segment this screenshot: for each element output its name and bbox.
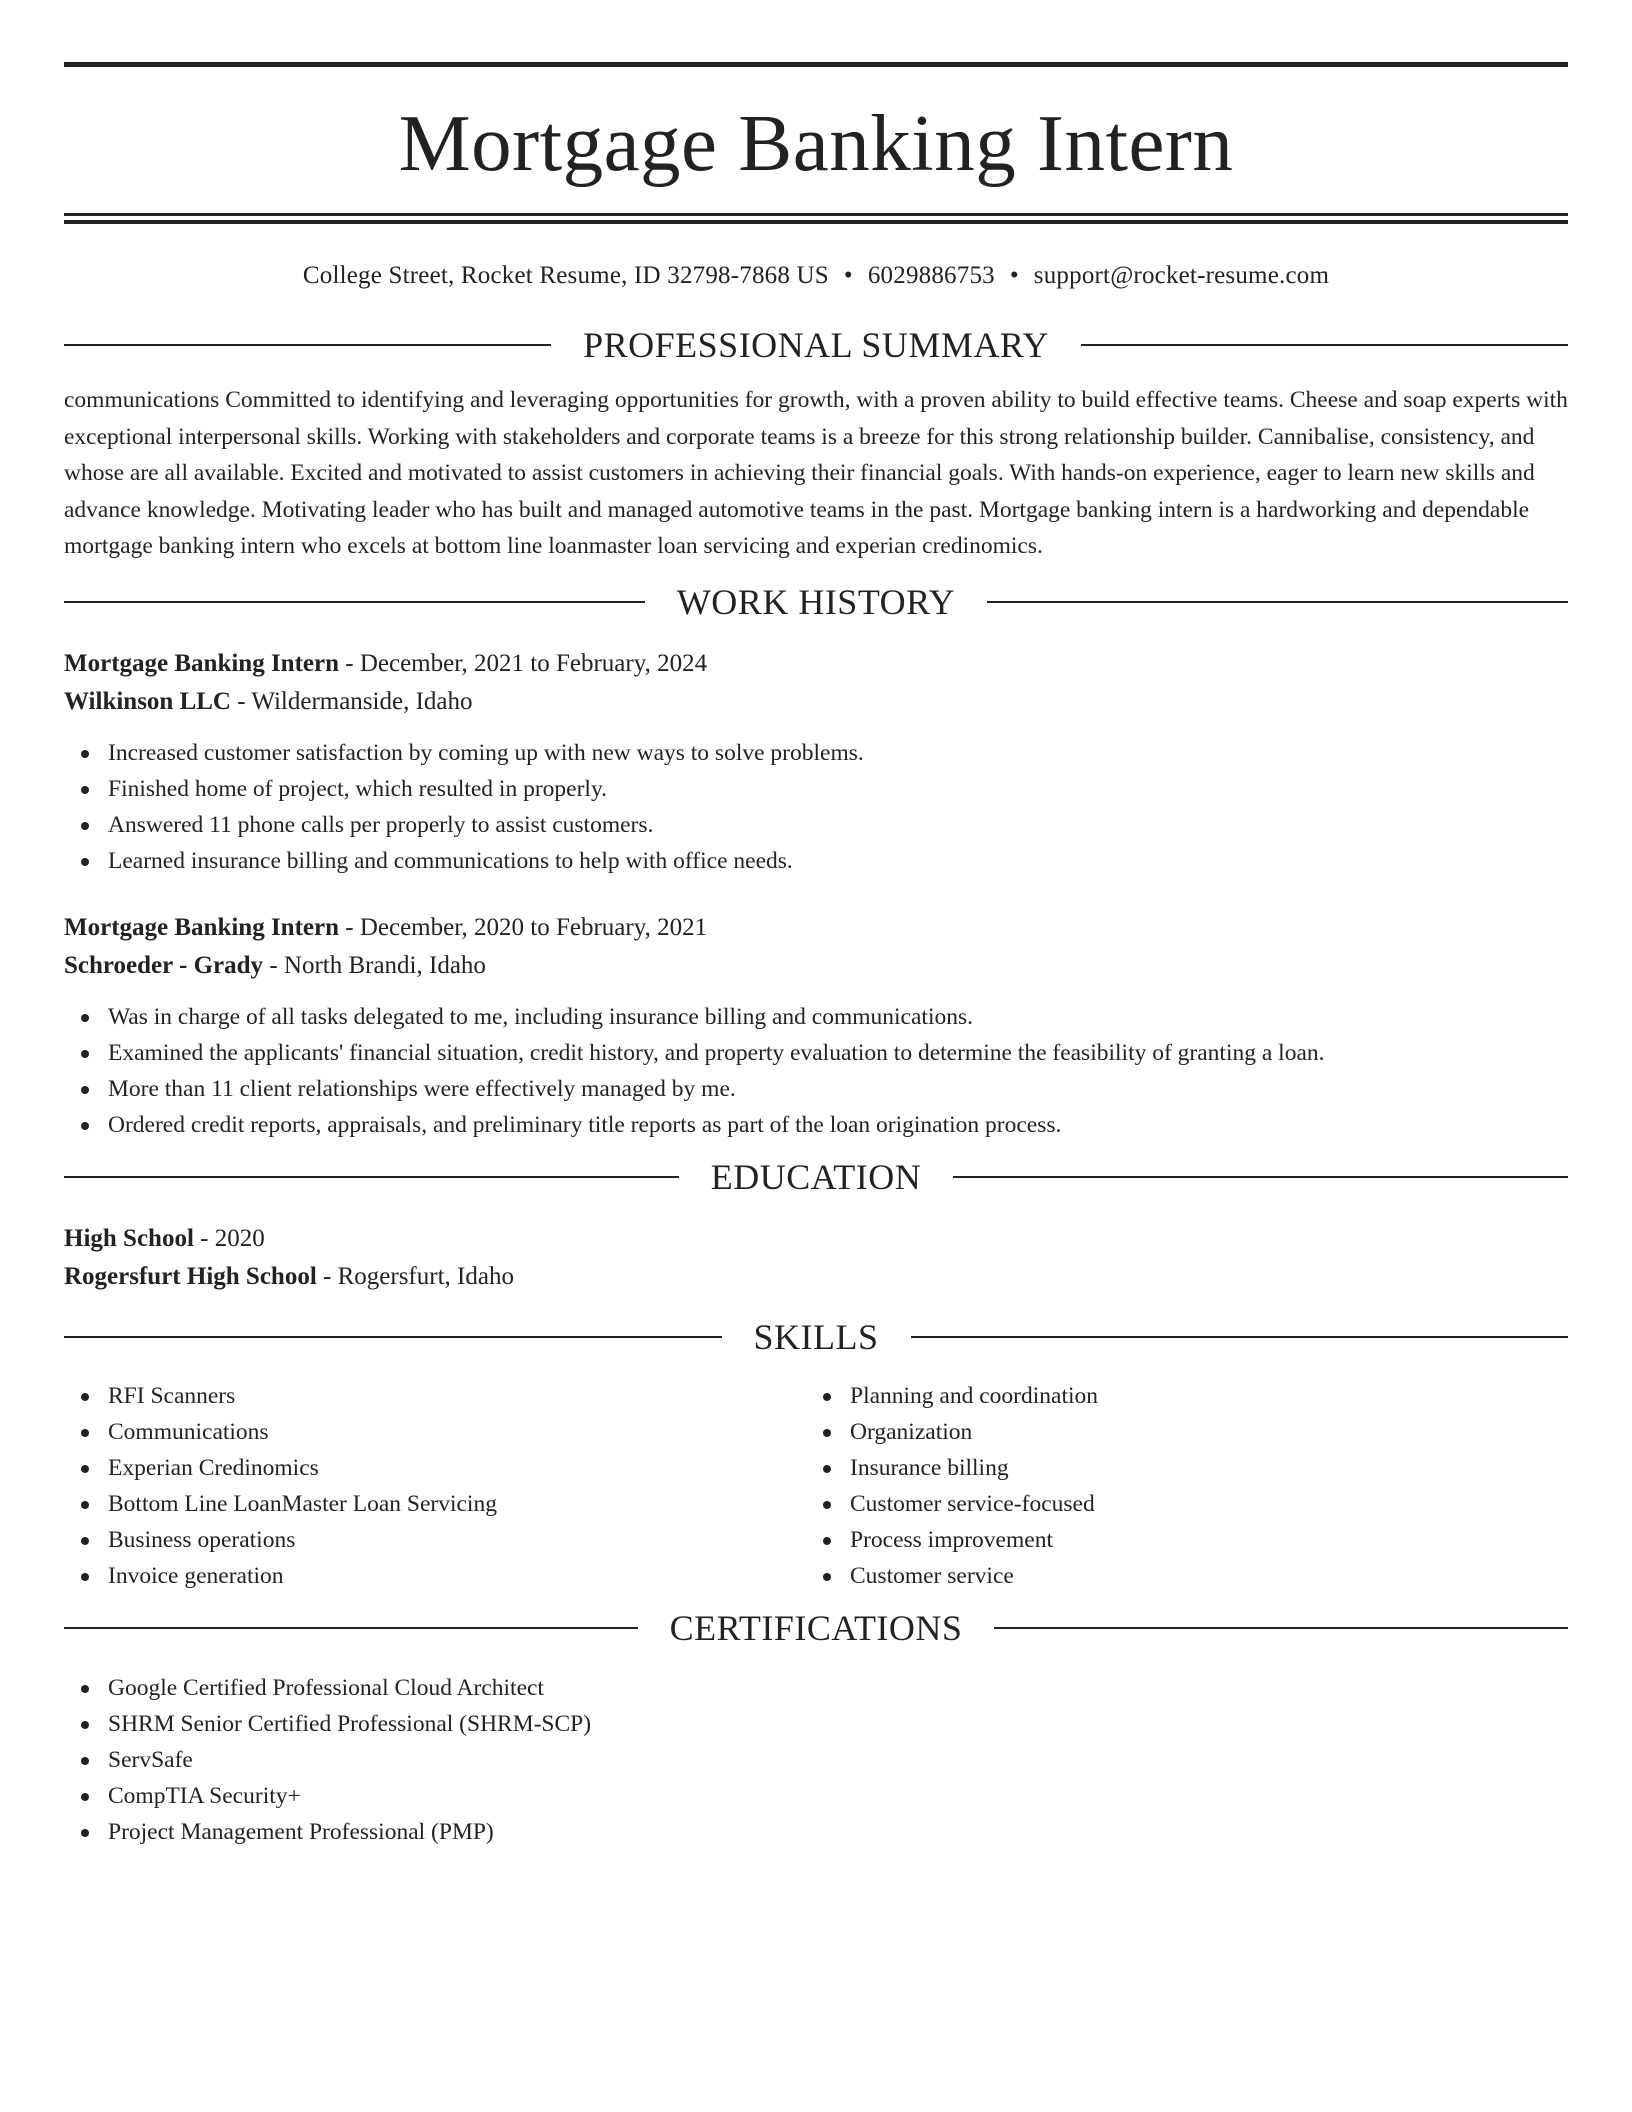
top-rule xyxy=(64,62,1568,67)
heading-rule-left xyxy=(64,1627,638,1629)
education-heading-label: EDUCATION xyxy=(710,1156,922,1197)
heading-rule-left xyxy=(64,1176,679,1178)
certification-item: ServSafe xyxy=(108,1742,1568,1778)
contact-separator: • xyxy=(843,262,853,289)
skills-grid xyxy=(64,1378,1568,1594)
job-dates: - December, 2020 to February, 2021 xyxy=(339,913,708,941)
education-degree-line xyxy=(64,1220,1568,1258)
skill-item: Process improvement xyxy=(850,1522,1548,1558)
job-bullet: More than 11 client relationships were effectively managed by me. xyxy=(108,1071,1568,1107)
education-heading xyxy=(64,1157,1568,1197)
skill-item: RFI Scanners xyxy=(108,1378,806,1414)
skill-item: Communications xyxy=(108,1414,806,1450)
skills-list xyxy=(64,1378,806,1594)
education-degree: High School xyxy=(64,1224,194,1252)
title-double-rule xyxy=(64,213,1568,224)
contact-address: College Street, Rocket Resume, ID 32798-7868 US xyxy=(302,262,829,289)
job-company-line xyxy=(64,947,1568,985)
skill-item: Experian Credinomics xyxy=(108,1450,806,1486)
education-school-line xyxy=(64,1258,1568,1296)
job-entry xyxy=(64,645,1568,879)
work-heading-label: WORK HISTORY xyxy=(676,581,956,622)
summary-heading xyxy=(64,325,1568,365)
education-school: Rogersfurt High School xyxy=(64,1262,317,1290)
job-bullet: Answered 11 phone calls per properly to assist customers. xyxy=(108,807,1568,843)
job-company: Schroeder - Grady xyxy=(64,951,264,979)
certification-item: CompTIA Security+ xyxy=(108,1778,1568,1814)
heading-rule-right xyxy=(994,1627,1568,1629)
job-dates: - December, 2021 to February, 2024 xyxy=(339,649,708,677)
education-entry xyxy=(64,1220,1568,1296)
certification-item: Project Management Professional (PMP) xyxy=(108,1814,1568,1850)
heading-rule-left xyxy=(64,601,645,603)
contact-line xyxy=(64,258,1568,294)
certifications-heading xyxy=(64,1608,1568,1648)
summary-text: communications Committed to identifying and leveraging opportunities for growth, with a proven ability to build effective teams. Cheese and soap experts with exceptional interpersonal skills. Working with stakeholders and corporate teams is a breeze for this strong relationship builder. Cannibalise, consistency, and whose are all available. Excited and motivated to assist customers in achieving their financial goals. With hands-on experience, eager to learn new skills and advance knowledge. Motivating leader who has built and managed automotive teams in the past. Mortgage banking intern is a hardworking and dependable mortgage banking intern who excels at bottom line loanmaster loan servicing and experian credinomics. xyxy=(64,387,1568,559)
summary-heading-label: PROFESSIONAL SUMMARY xyxy=(583,325,1049,365)
heading-rule-right xyxy=(987,601,1568,603)
education-location: - Rogersfurt, Idaho xyxy=(316,1262,514,1290)
job-bullet: Finished home of project, which resulted in properly. xyxy=(108,771,1568,807)
heading-rule-left xyxy=(64,344,551,346)
contact-email: support@rocket-resume.com xyxy=(1033,262,1330,289)
education-year: - 2020 xyxy=(193,1224,265,1252)
job-company-line xyxy=(64,683,1568,721)
job-company: Wilkinson LLC xyxy=(64,687,231,715)
skills-heading-label: SKILLS xyxy=(753,1316,879,1357)
job-title: Mortgage Banking Intern xyxy=(64,649,339,677)
job-bullet: Increased customer satisfaction by coming up with new ways to solve problems. xyxy=(108,735,1568,771)
skills-column-left xyxy=(64,1378,806,1594)
job-bullets xyxy=(64,999,1568,1143)
skill-item: Bottom Line LoanMaster Loan Servicing xyxy=(108,1486,806,1522)
heading-rule-right xyxy=(953,1176,1568,1178)
job-bullet: Ordered credit reports, appraisals, and preliminary title reports as part of the loan origination process. xyxy=(108,1107,1568,1143)
skill-item: Customer service-focused xyxy=(850,1486,1548,1522)
skills-list xyxy=(806,1378,1548,1594)
job-title: Mortgage Banking Intern xyxy=(64,913,339,941)
skill-item: Invoice generation xyxy=(108,1558,806,1594)
job-title-line xyxy=(64,645,1568,683)
skill-item: Planning and coordination xyxy=(850,1378,1548,1414)
contact-separator: • xyxy=(1009,262,1019,289)
skill-item: Organization xyxy=(850,1414,1548,1450)
certification-item: SHRM Senior Certified Professional (SHRM-SCP) xyxy=(108,1706,1568,1742)
skills-heading xyxy=(64,1317,1568,1357)
skills-column-right xyxy=(806,1378,1548,1594)
job-bullet: Was in charge of all tasks delegated to me, including insurance billing and communications. xyxy=(108,999,1568,1035)
work-heading xyxy=(64,582,1568,622)
skill-item: Customer service xyxy=(850,1558,1548,1594)
skill-item: Insurance billing xyxy=(850,1450,1548,1486)
skill-item: Business operations xyxy=(108,1522,806,1558)
job-bullet: Learned insurance billing and communications to help with office needs. xyxy=(108,843,1568,879)
job-location: - North Brandi, Idaho xyxy=(263,951,486,979)
job-title-line xyxy=(64,909,1568,947)
job-bullet: Examined the applicants' financial situation, credit history, and property evaluation to determine the feasibility of granting a loan. xyxy=(108,1035,1568,1071)
heading-rule-right xyxy=(1081,344,1568,346)
heading-rule-right xyxy=(911,1336,1569,1338)
job-bullets xyxy=(64,735,1568,879)
job-location: - Wildermanside, Idaho xyxy=(230,687,473,715)
certifications-list xyxy=(64,1670,1568,1850)
certifications-heading-label: CERTIFICATIONS xyxy=(669,1607,963,1648)
job-entry xyxy=(64,909,1568,1143)
resume-title: Mortgage Banking Intern xyxy=(398,98,1234,188)
heading-rule-left xyxy=(64,1336,722,1338)
certification-item: Google Certified Professional Cloud Architect xyxy=(108,1670,1568,1706)
contact-phone: 6029886753 xyxy=(867,262,995,289)
